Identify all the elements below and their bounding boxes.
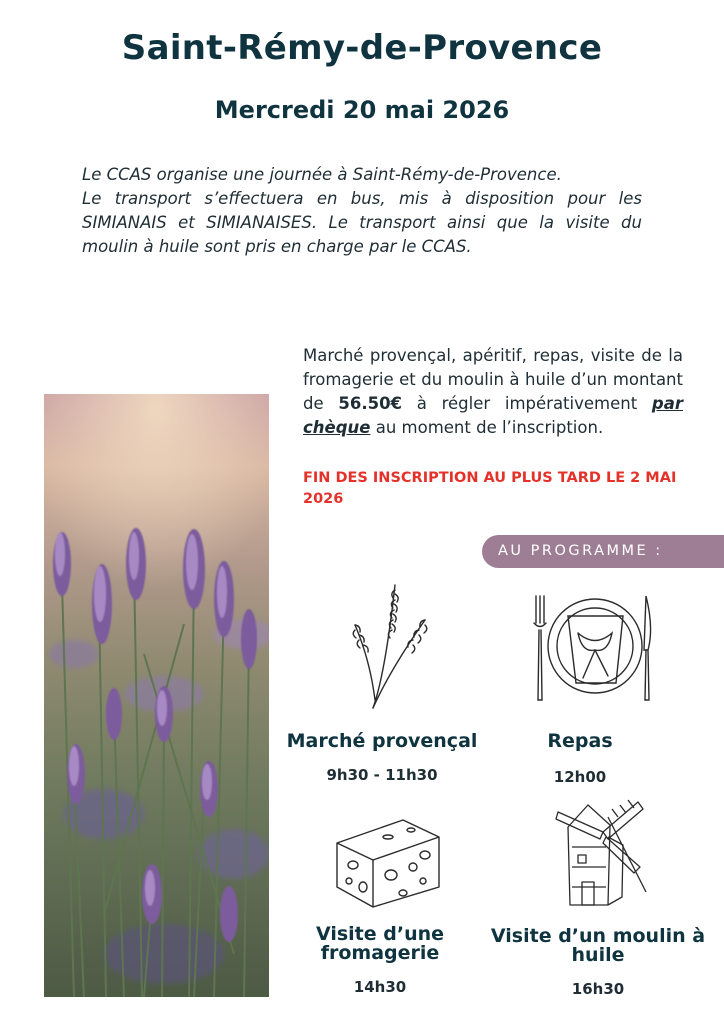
plate-cutlery-icon [528,588,658,706]
desc-part-1: Marché provençal, apéritif, repas, visite de la fromagerie et du moulin à huile d’un montant de [303,346,683,413]
item-time-moulin: 16h30 [571,980,625,998]
desc-part-2: à régler impérativement [402,394,652,413]
price-description [303,344,683,440]
payment-method: par chèque [303,394,683,437]
event-date: Mercredi 20 mai 2026 [214,96,510,124]
registration-deadline: FIN DES INSCRIPTION AU PLUS TARD LE 2 MAI 2026 [303,470,677,507]
lavender-sprig-icon [345,580,435,710]
windmill-icon [548,797,648,909]
lavender-photo [44,394,269,997]
desc-part-3: au moment de l’inscription. [370,418,604,437]
cheese-icon [333,815,443,910]
item-title-marche: Marché provençal [286,730,478,752]
price-amount: 56.50€ [338,394,403,413]
item-time-repas: 12h00 [553,768,607,786]
programme-banner: AU PROGRAMME : [482,535,724,568]
intro-text [82,163,642,259]
intro-line-1: Le CCAS organise une journée à Saint-Rémy-de-Provence. [82,165,562,184]
page-title: Saint-Rémy-de-Provence [121,28,603,68]
item-title-repas: Repas [547,730,613,752]
item-time-fromagerie: 14h30 [353,978,407,996]
item-title-moulin: Visite d’un moulin à huile [490,925,706,966]
item-title-fromagerie: Visite d’une fromagerie [315,923,445,964]
item-time-marche: 9h30 - 11h30 [326,766,438,784]
intro-line-2: Le transport s’effectuera en bus, mis à disposition pour les SIMIANAIS et SIMIANAISES. Le transport ainsi que la visite du moulin à huile sont pris en charge par le CCAS. [82,189,642,256]
